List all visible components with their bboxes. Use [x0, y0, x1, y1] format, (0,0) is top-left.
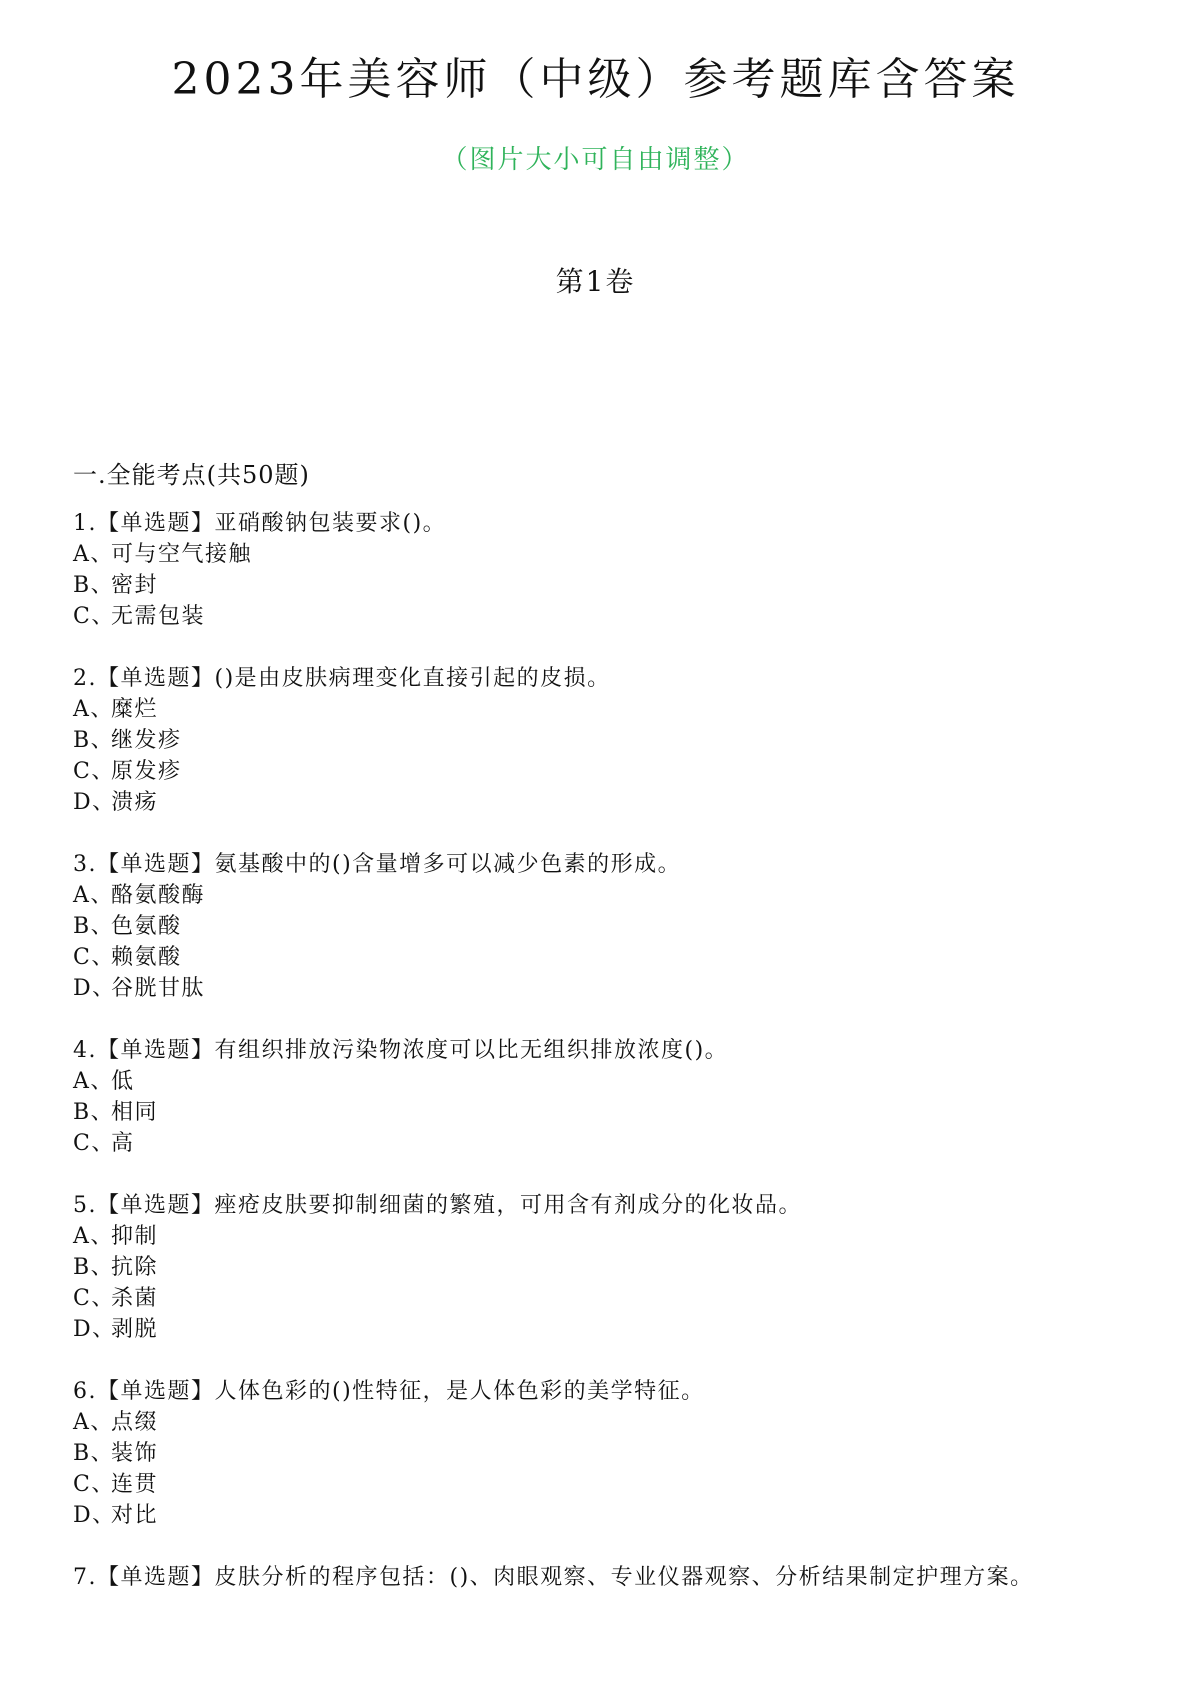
option-a	[73, 880, 1133, 911]
option-text: 装饰	[111, 1441, 159, 1466]
option-b	[73, 911, 1133, 942]
image-resize-note: （图片大小可自由调整）	[441, 145, 750, 175]
option-key: A、	[73, 1224, 114, 1249]
option-key: C、	[73, 604, 115, 629]
option-b	[73, 1097, 1133, 1128]
option-b	[73, 1252, 1133, 1283]
option-a	[73, 1221, 1133, 1252]
question-list	[73, 508, 1133, 1624]
question-4	[73, 1035, 1133, 1159]
option-text: 抑制	[111, 1224, 159, 1249]
option-key: A、	[73, 697, 114, 722]
question-7	[73, 1562, 1133, 1593]
option-c	[73, 942, 1133, 973]
option-text: 糜烂	[111, 697, 159, 722]
option-text: 赖氨酸	[111, 945, 182, 970]
option-a	[73, 539, 1133, 570]
option-key: B、	[73, 573, 115, 598]
option-text: 剥脱	[111, 1317, 159, 1342]
option-text: 对比	[111, 1503, 159, 1528]
option-key: B、	[73, 728, 115, 753]
option-key: D、	[73, 790, 116, 815]
option-text: 高	[111, 1131, 135, 1156]
option-b	[73, 725, 1133, 756]
option-text: 点缀	[111, 1410, 159, 1435]
question-3	[73, 849, 1133, 1004]
option-key: A、	[73, 883, 114, 908]
question-text: 3.【单选题】氨基酸中的()含量增多可以减少色素的形成。	[73, 852, 682, 877]
option-key: C、	[73, 1472, 115, 1497]
question-text: 4.【单选题】有组织排放污染物浓度可以比无组织排放浓度()。	[73, 1038, 729, 1063]
option-c	[73, 1283, 1133, 1314]
question-text: 7.【单选题】皮肤分析的程序包括：()、肉眼观察、专业仪器观察、分析结果制定护理方案。	[73, 1565, 1034, 1590]
option-text: 低	[111, 1069, 135, 1094]
option-text: 谷胱甘肽	[111, 976, 206, 1001]
option-b	[73, 570, 1133, 601]
option-text: 密封	[111, 573, 159, 598]
option-key: C、	[73, 1131, 115, 1156]
option-a	[73, 694, 1133, 725]
option-c	[73, 756, 1133, 787]
option-text: 溃疡	[111, 790, 159, 815]
option-key: B、	[73, 1100, 115, 1125]
option-key: D、	[73, 1503, 116, 1528]
option-key: B、	[73, 1441, 115, 1466]
option-a	[73, 1407, 1133, 1438]
question-5	[73, 1190, 1133, 1345]
option-key: A、	[73, 1410, 114, 1435]
question-text: 5.【单选题】痤疮皮肤要抑制细菌的繁殖，可用含有剂成分的化妆品。	[73, 1193, 802, 1218]
option-text: 相同	[111, 1100, 159, 1125]
option-key: D、	[73, 976, 116, 1001]
option-text: 酪氨酸酶	[111, 883, 206, 908]
option-b	[73, 1438, 1133, 1469]
question-text: 6.【单选题】人体色彩的()性特征，是人体色彩的美学特征。	[73, 1379, 705, 1404]
question-2	[73, 663, 1133, 818]
option-c	[73, 601, 1133, 632]
question-text: 2.【单选题】()是由皮肤病理变化直接引起的皮损。	[73, 666, 611, 691]
option-d	[73, 1500, 1133, 1531]
option-key: B、	[73, 1255, 115, 1280]
option-key: C、	[73, 945, 115, 970]
question-1	[73, 508, 1133, 632]
option-a	[73, 1066, 1133, 1097]
option-c	[73, 1469, 1133, 1500]
option-d	[73, 787, 1133, 818]
option-text: 原发疹	[111, 759, 182, 784]
option-key: C、	[73, 759, 115, 784]
section-heading: 一.全能考点(共50题)	[73, 461, 310, 489]
option-d	[73, 1314, 1133, 1345]
option-text: 抗除	[111, 1255, 159, 1280]
question-6	[73, 1376, 1133, 1531]
option-text: 继发疹	[111, 728, 182, 753]
option-key: A、	[73, 542, 114, 567]
option-key: C、	[73, 1286, 115, 1311]
option-key: B、	[73, 914, 115, 939]
option-c	[73, 1128, 1133, 1159]
option-d	[73, 973, 1133, 1004]
document-title: 2023年美容师（中级）参考题库含答案	[171, 54, 1020, 105]
option-text: 连贯	[111, 1472, 159, 1497]
option-key: A、	[73, 1069, 114, 1094]
option-text: 色氨酸	[111, 914, 182, 939]
option-text: 杀菌	[111, 1286, 159, 1311]
option-key: D、	[73, 1317, 116, 1342]
option-text: 可与空气接触	[111, 542, 253, 567]
question-text: 1.【单选题】亚硝酸钠包装要求()。	[73, 511, 447, 536]
volume-heading: 第1卷	[555, 265, 636, 298]
option-text: 无需包装	[111, 604, 206, 629]
